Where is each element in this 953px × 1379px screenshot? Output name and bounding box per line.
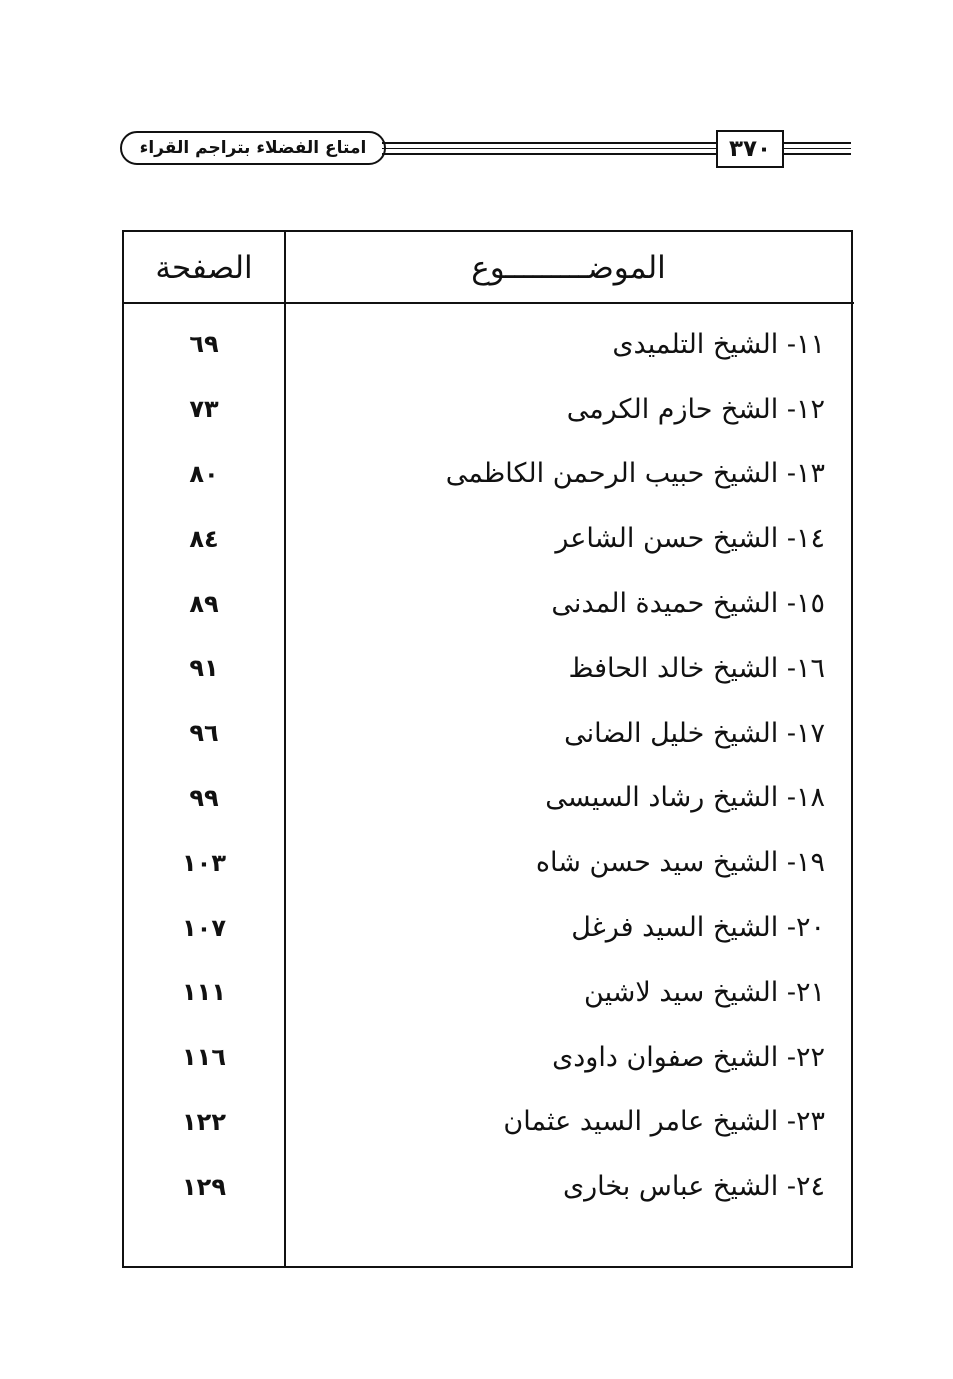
subject-cell: ١٢- الشخ حازم الكرمى (566, 393, 825, 425)
table-row (124, 830, 851, 895)
table-row (124, 1154, 851, 1219)
page-number-cell: ١١٦ (182, 1043, 226, 1072)
table-row (124, 506, 851, 571)
subject-cell: ٢١- الشيخ سيد لاشين (584, 976, 825, 1008)
column-header-subject: الموضـــــــــوع (471, 250, 666, 286)
subject-cell: ٢٣- الشيخ عامر السيد عثمان (503, 1106, 825, 1138)
subject-cell: ٢٤- الشيخ عباس بخارى (562, 1171, 825, 1203)
subject-cell: ٢٠- الشيخ السيد فرغل (571, 912, 825, 944)
table-row (124, 312, 851, 377)
running-title: امتاع الفضلاء بتراجم القراء (120, 131, 386, 165)
table-row (124, 636, 851, 701)
page-number-cell: ٩٦ (189, 719, 219, 748)
table-row (124, 895, 851, 960)
column-header-page: الصفحة (155, 250, 253, 286)
page-number-cell: ١٠٣ (182, 848, 226, 877)
subject-cell: ٢٢- الشيخ صفوان داودى (552, 1041, 825, 1073)
subject-cell: ١٧- الشيخ خليل الضانى (564, 717, 825, 749)
header-row-rule (124, 302, 854, 304)
subject-cell: ١٨- الشيخ رشاد السيسى (545, 782, 825, 814)
page-number-cell: ٦٩ (189, 330, 219, 359)
page-number-cell: ٨٠ (189, 459, 219, 488)
table-row (124, 377, 851, 442)
table-row (124, 1025, 851, 1090)
page-number-cell: ٨٩ (189, 589, 219, 618)
page-number-cell: ١١١ (182, 978, 226, 1007)
page-number-cell: ١٢٢ (182, 1107, 226, 1136)
table-row (124, 571, 851, 636)
page-number-cell: ٩١ (189, 654, 219, 683)
table-row (124, 1090, 851, 1155)
header-rule-left (382, 142, 718, 155)
toc-rows (124, 312, 851, 1219)
page-number: ٣٧٠ (716, 130, 784, 168)
subject-cell: ١٦- الشيخ خالد الحافظ (568, 652, 825, 684)
toc-table (122, 230, 853, 1268)
subject-cell: ١١- الشيخ التلميدى (612, 328, 825, 360)
table-row (124, 960, 851, 1025)
subject-cell: ١٤- الشيخ حسن الشاعر (555, 523, 825, 555)
subject-cell: ١٣- الشيخ حبيب الرحمن الكاظمى (445, 458, 825, 490)
subject-cell: ١٥- الشيخ حميدة المدنى (551, 588, 825, 620)
table-row (124, 701, 851, 766)
page-number-cell: ٩٩ (189, 783, 219, 812)
subject-cell: ١٩- الشيخ سيد حسن شاه (535, 847, 825, 879)
page-number-cell: ٨٤ (189, 524, 219, 553)
table-row (124, 442, 851, 507)
table-row (124, 766, 851, 831)
header-rule-right (783, 142, 851, 155)
page-number-cell: ١٠٧ (182, 913, 226, 942)
page-number-cell: ١٢٩ (182, 1172, 226, 1201)
page-number-cell: ٧٣ (189, 395, 219, 424)
